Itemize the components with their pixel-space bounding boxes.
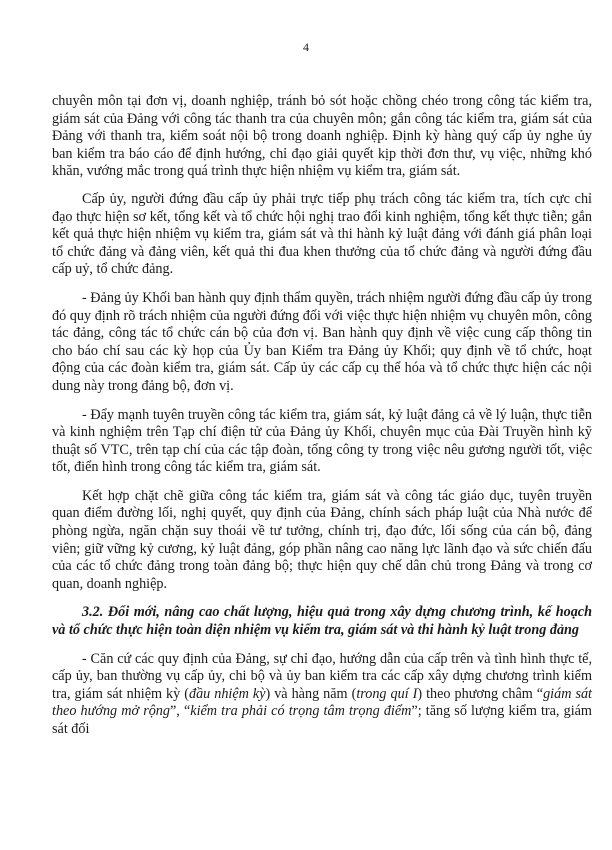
paragraph-propaganda: - Đẩy mạnh tuyên truyền công tác kiểm tra, giám sát, kỷ luật đảng cả về lý luận, thực tiễn và kinh nghiệm trên Tạp chí điện tử của Đảng ủy Khối, chuyên mục của Đài Truyền hình kỹ thuật số VTC, trên tạp chí của các tập đoàn, tổng công ty trong việc nêu gương người tốt, việc tốt, điển hình trong công tác kiểm tra, giám sát.: [52, 406, 592, 476]
section-heading-3-2: 3.2. Đổi mới, nâng cao chất lượng, hiệu quả trong xây dựng chương trình, kế hoạch và tổ chức thực hiện toàn diện nhiệm vụ kiểm tra, giám sát và thi hành kỷ luật trong đảng: [52, 604, 592, 639]
text-run: ) và hàng năm (: [265, 685, 357, 702]
emphasis-term: trong quí I: [356, 685, 418, 702]
page-number: 4: [303, 40, 309, 54]
paragraph-program-planning: [52, 651, 592, 739]
text-run: ”, “: [170, 703, 191, 720]
emphasis-term: đầu nhiệm kỳ: [188, 685, 266, 702]
text-run: ) theo phương châm “: [417, 685, 544, 702]
emphasis-term: kiểm tra phải có trọng tâm trọng điểm: [190, 703, 412, 720]
emphasis-term: giám sát theo hướng mở rộng: [52, 685, 592, 720]
paragraph-coordination: Kết hợp chặt chẽ giữa công tác kiểm tra, giám sát và công tác giáo dục, tuyên truyền quan điểm đường lối, nghị quyết, quy định của Đảng, chính sách pháp luật của Nhà nước để phòng ngừa, ngăn chặn suy thoái về tư tưởng, chính trị, đạo đức, lối sống của cán bộ, đảng viên; giữ vững kỷ cương, kỷ luật đảng, góp phần nâng cao năng lực lãnh đạo và sức chiến đấu của các tổ chức đảng trong toàn đảng bộ; thực hiện quy chế dân chủ trong Đảng và trong cơ quan, doanh nghiệp.: [52, 487, 592, 592]
paragraph-continuation: chuyên môn tại đơn vị, doanh nghiệp, tránh bỏ sót hoặc chồng chéo trong công tác kiểm tra, giám sát của Đảng với công tác thanh tra của chuyên môn; gắn công tác kiểm tra, giám sát của Đảng với thanh tra, kiểm soát nội bộ trong doanh nghiệp. Định kỳ hàng quý cấp ủy nghe ủy ban kiểm tra báo cáo để định hướng, chỉ đạo giải quyết kịp thời đơn thư, vụ việc, những khó khăn, vướng mắc trong quá trình thực hiện nhiệm vụ kiểm tra, giám sát.: [52, 93, 592, 180]
text-run: ”; tăng số lượng kiểm tra, giám sát đối: [52, 703, 592, 737]
text-run: - Căn cứ các quy định của Đảng, sự chỉ đạo, hướng dẫn của cấp trên và tình hình thực tế, cấp ủy, ban thường vụ cấp ủy, chi bộ và ủy ban kiểm tra các cấp xây dựng chương trình kiểm tra, giám sát nhiệm kỳ (: [52, 650, 592, 702]
paragraph-leadership: Cấp ủy, người đứng đầu cấp ủy phải trực tiếp phụ trách công tác kiểm tra, tích cực chỉ đạo thực hiện sơ kết, tổng kết và tổ chức hội nghị trao đổi kinh nghiệm, tổng kết thực tiễn; gắn kết quả thực hiện nhiệm vụ kiểm tra, giám sát và thi hành kỷ luật đảng với đánh giá phân loại tổ chức đảng và đảng viên, kết quả thi đua khen thưởng của tổ chức đảng và người đứng đầu cấp uỷ, tổ chức đảng.: [52, 190, 592, 278]
paragraph-regulations: - Đảng ủy Khối ban hành quy định thẩm quyền, trách nhiệm người đứng đầu cấp ủy trong đó quy định rõ trách nhiệm của người đứng đối với việc thực hiện nhiệm vụ chuyên môn, công tác đảng, công tác tổ chức cán bộ của đơn vị. Ban hành quy định về việc cung cấp thông tin cho báo chí sau các kỳ họp của Ủy ban Kiểm tra Đảng ủy Khối; quy định về tổ chức, hoạt động của các đoàn kiểm tra, giám sát. Cấp ủy các cấp cụ thể hóa và tổ chức thực hiện các nội dung này trong đảng bộ, đơn vị.: [52, 289, 592, 394]
document-body: [52, 93, 592, 750]
